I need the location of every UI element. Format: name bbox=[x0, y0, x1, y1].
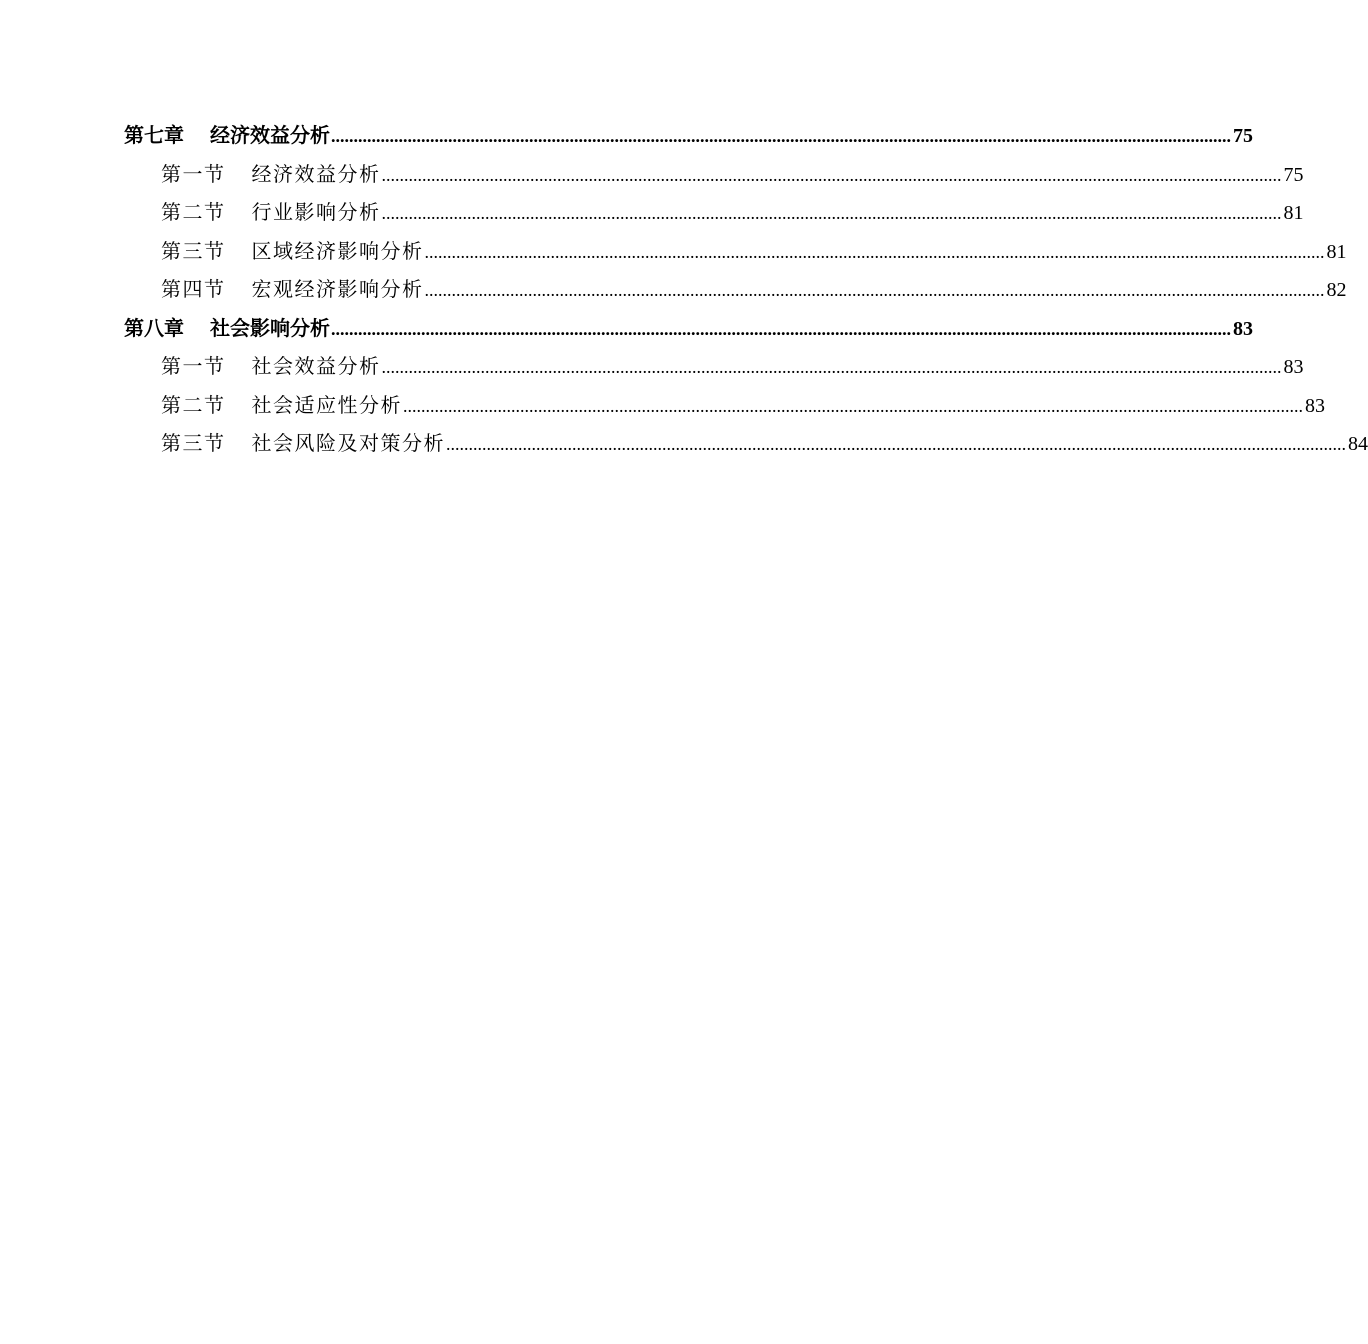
toc-leader-dots: ........................................................................................................................................................................................................ bbox=[381, 357, 1282, 377]
toc-entry-page: 83 bbox=[1233, 317, 1253, 340]
toc-entry-title: 社会影响分析 bbox=[210, 315, 330, 340]
toc-section-7-2[interactable] bbox=[124, 193, 1304, 232]
toc-section-8-3[interactable] bbox=[124, 424, 1368, 463]
toc-entry-page: 81 bbox=[1283, 202, 1304, 224]
toc-entry-number: 第七章 bbox=[124, 123, 184, 147]
toc-entry-page: 82 bbox=[1326, 279, 1347, 301]
toc-section-8-2[interactable] bbox=[124, 386, 1325, 425]
toc-leader-dots: ........................................................................................................................................................................................................ bbox=[381, 203, 1282, 223]
toc-entry-number: 第三节 bbox=[161, 238, 226, 263]
toc-leader-dots: ........................................................................................................................................................................................................ bbox=[446, 434, 1346, 454]
toc-leader-dots: ........................................................................................................................................................................................................ bbox=[403, 395, 1303, 416]
toc-entry-number: 第八章 bbox=[124, 315, 184, 340]
toc-entry-title: 社会效益分析 bbox=[251, 354, 381, 378]
toc-leader-dots: ........................................................................................................................................................................................................ bbox=[331, 318, 1231, 339]
toc-entry-title: 社会适应性分析 bbox=[251, 392, 402, 417]
toc-entry-title: 社会风险及对策分析 bbox=[251, 431, 445, 455]
toc-leader-dots: ........................................................................................................................................................................................................ bbox=[381, 164, 1282, 185]
toc-chapter-8[interactable] bbox=[124, 309, 1253, 348]
toc-entry-number: 第一节 bbox=[161, 354, 226, 378]
toc-leader-dots: ........................................................................................................................................................................................................ bbox=[424, 280, 1325, 300]
toc-entry-number: 第二节 bbox=[161, 200, 226, 224]
toc-leader-dots: ........................................................................................................................................................................................................ bbox=[331, 126, 1231, 146]
toc-entry-title: 区域经济影响分析 bbox=[251, 238, 424, 263]
toc-entry-page: 84 bbox=[1348, 433, 1368, 455]
toc-entry-page: 83 bbox=[1305, 394, 1325, 417]
toc-entry-number: 第一节 bbox=[161, 161, 226, 186]
toc-entry-number: 第二节 bbox=[161, 392, 226, 417]
toc-entry-page: 75 bbox=[1283, 163, 1304, 186]
toc-entry-title: 宏观经济影响分析 bbox=[251, 277, 424, 301]
toc-section-7-1[interactable] bbox=[124, 155, 1304, 194]
toc-leader-dots: ........................................................................................................................................................................................................ bbox=[424, 241, 1325, 262]
table-of-contents bbox=[124, 116, 1368, 463]
toc-entry-page: 75 bbox=[1233, 125, 1253, 147]
toc-entry-page: 83 bbox=[1283, 356, 1304, 378]
toc-section-7-3[interactable] bbox=[124, 232, 1347, 271]
toc-entry-number: 第四节 bbox=[161, 277, 226, 301]
toc-entry-title: 行业影响分析 bbox=[251, 200, 381, 224]
toc-section-7-4[interactable] bbox=[124, 270, 1347, 309]
toc-entry-number: 第三节 bbox=[161, 431, 226, 455]
toc-chapter-7[interactable] bbox=[124, 116, 1253, 155]
toc-entry-title: 经济效益分析 bbox=[210, 123, 330, 147]
toc-entry-title: 经济效益分析 bbox=[251, 161, 381, 186]
toc-section-8-1[interactable] bbox=[124, 347, 1304, 386]
toc-entry-page: 81 bbox=[1326, 240, 1347, 263]
